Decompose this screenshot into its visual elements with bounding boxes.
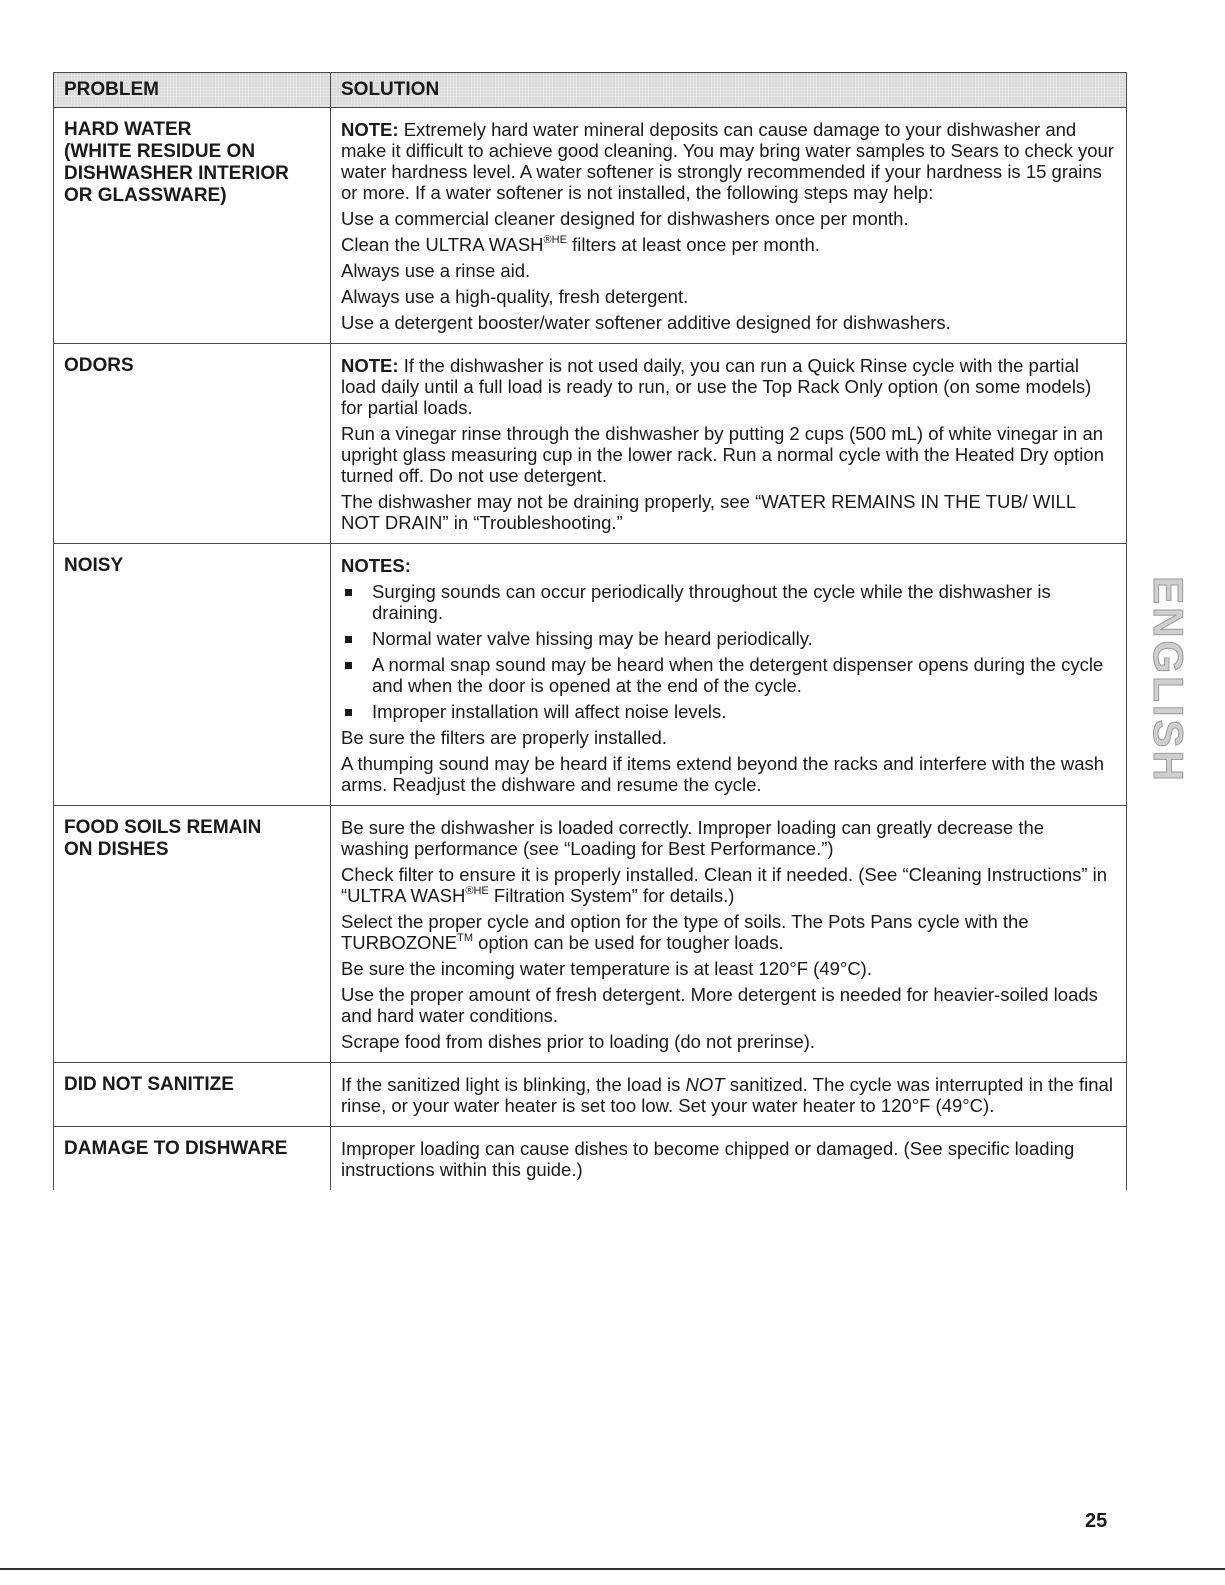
solution-cell	[331, 544, 1127, 806]
solution-cell	[331, 344, 1127, 544]
troubleshooting-table	[53, 72, 1127, 1190]
solution-paragraph: Improper loading can cause dishes to become chipped or damaged. (See specific loading instructions within this guide.)	[341, 1138, 1075, 1180]
solution-paragraph	[341, 911, 1116, 953]
table-row	[54, 1063, 1127, 1127]
solution-cell	[331, 1127, 1127, 1191]
text-segment: Check filter to ensure it is properly installed. Clean it if needed. (See “Cleaning Instructions” in “ULTRA WASH	[341, 864, 1108, 906]
header-solution: SOLUTION	[331, 73, 1127, 108]
solution-paragraph	[341, 1074, 1116, 1116]
side-tab-label: ENGLISH	[1145, 576, 1192, 784]
text-segment: filters at least once per month.	[566, 234, 820, 255]
solution-paragraph: Be sure the filters are properly installed.	[341, 727, 667, 748]
solution-cell	[331, 806, 1127, 1063]
notes-list	[341, 581, 1116, 722]
table-row	[54, 344, 1127, 544]
table-row	[54, 806, 1127, 1063]
note-paragraph	[341, 355, 1116, 418]
problem-cell: NOISY	[54, 544, 331, 806]
solution-paragraph	[341, 864, 1116, 906]
list-item: Surging sounds can occur periodically throughout the cycle while the dishwasher is draining.	[341, 581, 1116, 623]
list-item: Normal water valve hissing may be heard periodically.	[341, 628, 1116, 649]
solution-paragraph: Be sure the incoming water temperature is at least 120°F (49°C).	[341, 958, 872, 979]
solution-paragraph: A thumping sound may be heard if items extend beyond the racks and interfere with the wash arms. Readjust the dishware and resume the cycle.	[341, 753, 1105, 795]
text-segment: If the sanitized light is blinking, the load is	[341, 1074, 686, 1095]
problem-cell: HARD WATER (WHITE RESIDUE ON DISHWASHER INTERIOR OR GLASSWARE)	[54, 108, 331, 344]
solution-paragraph: Run a vinegar rinse through the dishwasher by putting 2 cups (500 mL) of white vinegar in an upright glass measuring cup in the lower rack. Run a normal cycle with the Heated Dry option turned off. Do not use detergent.	[341, 423, 1104, 486]
solution-paragraph: Use the proper amount of fresh detergent. More detergent is needed for heavier-soiled loads and hard water conditions.	[341, 984, 1098, 1026]
note-label: NOTE:	[341, 355, 399, 376]
note-label: NOTE:	[341, 119, 399, 140]
note-paragraph	[341, 119, 1116, 203]
solution-cell	[331, 108, 1127, 344]
table-header-row	[54, 73, 1127, 108]
text-segment: Filtration System” for details.)	[488, 885, 735, 906]
text-segment: option can be used for tougher loads.	[473, 932, 784, 953]
solution-paragraph: Always use a rinse aid.	[341, 260, 531, 281]
solution-paragraph: Be sure the dishwasher is loaded correctly. Improper loading can greatly decrease the washing performance (see “Loading for Best Performance.”)	[341, 817, 1045, 859]
list-item: A normal snap sound may be heard when the detergent dispenser opens during the cycle and when the door is opened at the end of the cycle.	[341, 654, 1116, 696]
solution-cell	[331, 1063, 1127, 1127]
solution-paragraph: The dishwasher may not be draining properly, see “WATER REMAINS IN THE TUB/ WILL NOT DRAIN” in “Troubleshooting.”	[341, 491, 1076, 533]
solution-paragraph	[341, 234, 1116, 255]
text-segment: Clean the ULTRA WASH	[341, 234, 544, 255]
trademark-mark: TM	[457, 931, 474, 944]
note-text: If the dishwasher is not used daily, you can run a Quick Rinse cycle with the partial load daily until a full load is ready to run, or use the Top Rack Only option (on some models) for partial loads.	[341, 355, 1092, 418]
page-number: 25	[1085, 1510, 1108, 1532]
problem-cell: ODORS	[54, 344, 331, 544]
text-segment: sanitized. The cycle was interrupted in the final rinse, or your water heater is set too low. Set your water heater to 120°F (49°C).	[341, 1074, 1113, 1116]
table-row	[54, 1127, 1127, 1191]
text-segment: Select the proper cycle and option for the type of soils. The Pots Pans cycle with the TURBOZONE	[341, 911, 1029, 953]
table-row	[54, 544, 1127, 806]
problem-cell: DID NOT SANITIZE	[54, 1063, 331, 1127]
notes-label: NOTES:	[341, 555, 411, 576]
list-item: Improper installation will affect noise levels.	[341, 701, 1116, 722]
problem-cell: FOOD SOILS REMAIN ON DISHES	[54, 806, 331, 1063]
trademark-mark: ®HE	[465, 884, 489, 897]
emphasis-text: NOT	[685, 1074, 725, 1095]
problem-cell: DAMAGE TO DISHWARE	[54, 1127, 331, 1191]
solution-paragraph: Always use a high-quality, fresh detergent.	[341, 286, 689, 307]
page-bottom-rule	[0, 1568, 1225, 1570]
table-row	[54, 108, 1127, 344]
note-text: Extremely hard water mineral deposits can cause damage to your dishwasher and make it difficult to achieve good cleaning. You may bring water samples to Sears to check your water hardness level. A water softener is strongly recommended if your hardness is 15 grains or more. If a water softener is not installed, the following steps may help:	[341, 119, 1114, 203]
solution-paragraph: Use a detergent booster/water softener additive designed for dishwashers.	[341, 312, 951, 333]
solution-paragraph: Use a commercial cleaner designed for dishwashers once per month.	[341, 208, 909, 229]
language-side-tab	[1145, 560, 1192, 800]
header-problem: PROBLEM	[54, 73, 331, 108]
solution-paragraph: Scrape food from dishes prior to loading (do not prerinse).	[341, 1031, 816, 1052]
trademark-mark: ®HE	[543, 233, 567, 246]
